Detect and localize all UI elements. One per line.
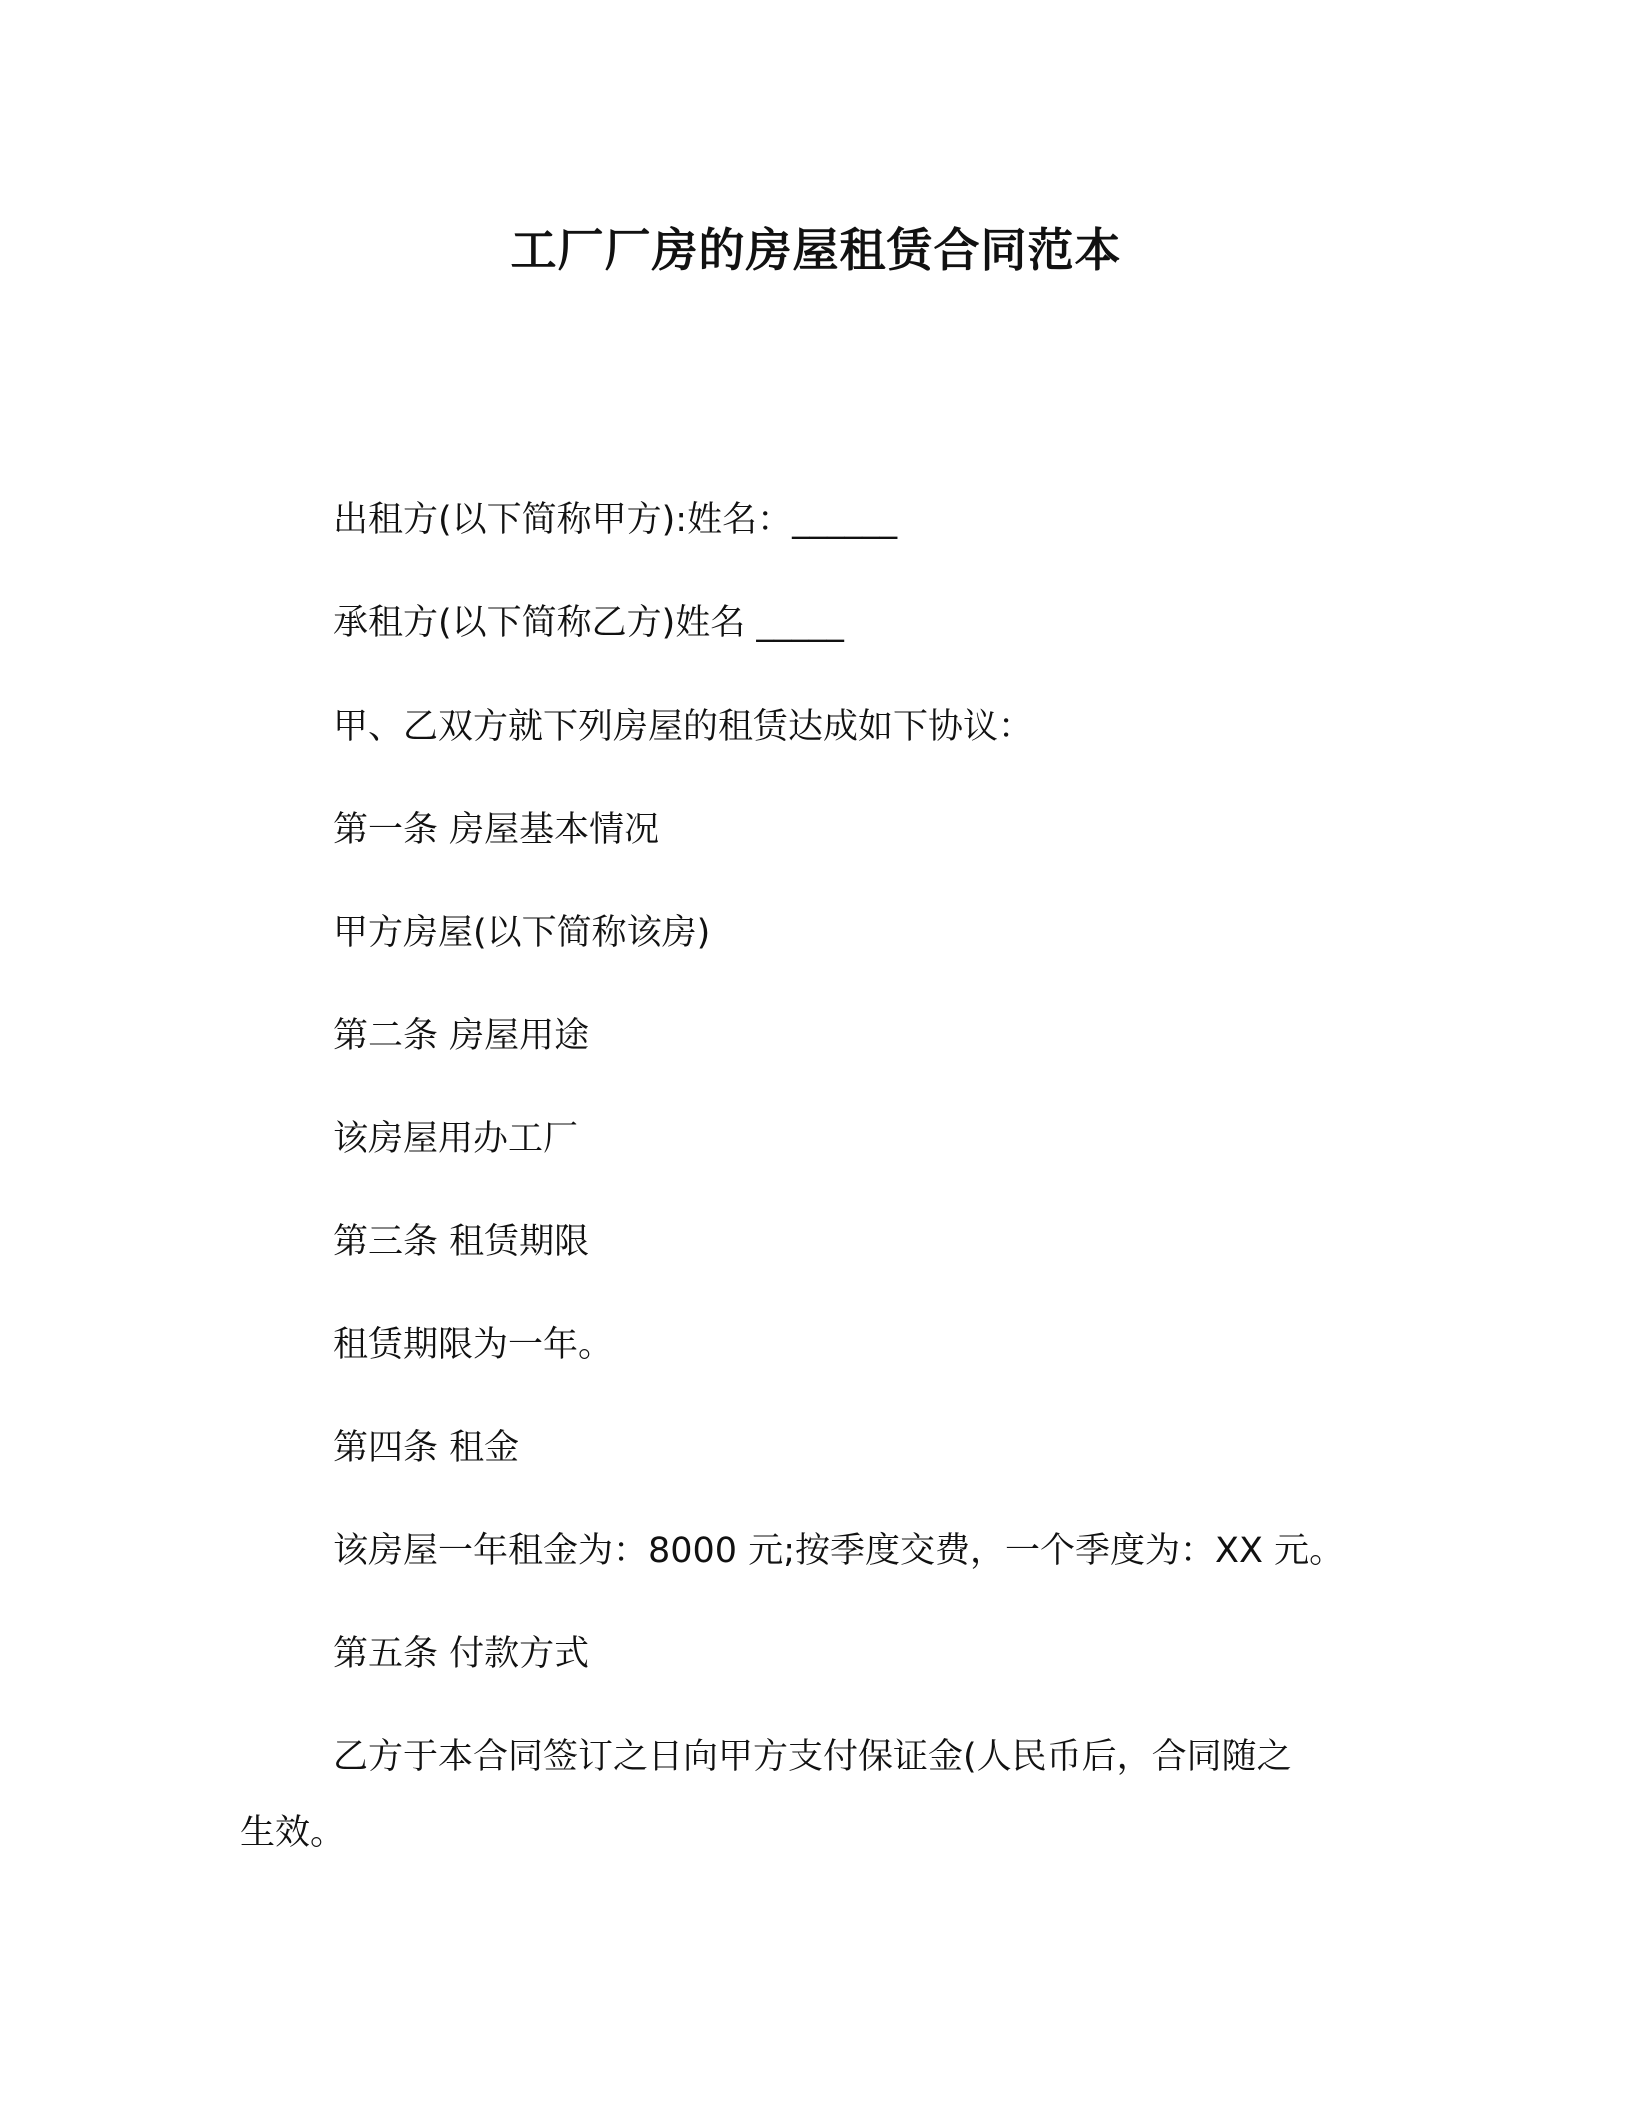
clause-4-heading: 第四条 租金 xyxy=(333,1428,520,1468)
clause-5-text: 乙方于本合同签订之日向甲方支付保证金(人民币后，合同随之 xyxy=(333,1737,1292,1777)
clause-3-heading: 第三条 租赁期限 xyxy=(333,1222,590,1262)
paragraph-agreement-intro: 甲、乙双方就下列房屋的租赁达成如下协议： xyxy=(333,707,1034,747)
clause-1-text: 甲方房屋(以下简称该房) xyxy=(333,913,711,953)
document-title: 工厂厂房的房屋租赁合同范本 xyxy=(510,223,1122,277)
paragraph-lessee-name: 承租方(以下简称乙方)姓名 _____ xyxy=(333,603,844,643)
clause-3-text: 租赁期限为一年。 xyxy=(333,1325,614,1365)
clause-4-text: 该房屋一年租金为：8000 元;按季度交费，一个季度为：XX 元。 xyxy=(333,1531,1345,1571)
clause-5-text-continuation: 生效。 xyxy=(240,1813,346,1853)
clause-2-text: 该房屋用办工厂 xyxy=(333,1119,579,1159)
clause-2-heading: 第二条 房屋用途 xyxy=(333,1016,590,1056)
paragraph-lessor-name: 出租方(以下简称甲方):姓名：______ xyxy=(333,500,898,540)
clause-5-heading: 第五条 付款方式 xyxy=(333,1634,590,1674)
clause-1-heading: 第一条 房屋基本情况 xyxy=(333,810,660,850)
